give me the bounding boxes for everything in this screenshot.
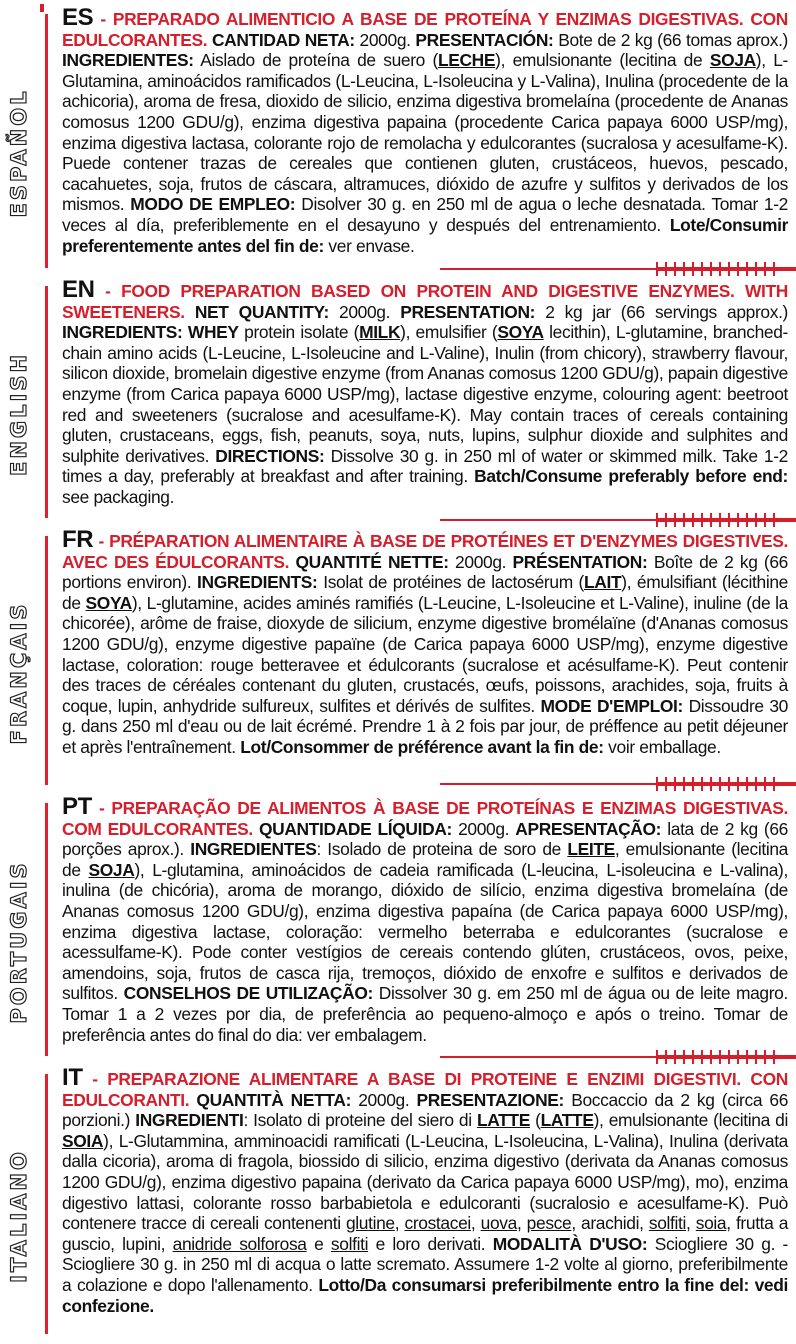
text-run: 2000g. [448, 551, 513, 572]
divider-tick [692, 1050, 694, 1064]
divider-tick [683, 513, 685, 527]
divider-tick [764, 1050, 766, 1064]
text-run: Boccaccio da 2 kg (circa 66 porzioni.) [62, 1089, 789, 1131]
field-label: QUANTITÉ NETTE: [289, 551, 449, 572]
text-run: 2000g. [351, 1089, 417, 1110]
section-divider [656, 262, 796, 276]
language-code: IT [62, 1064, 83, 1091]
divider-tick [656, 262, 658, 276]
code-dash: - [93, 9, 113, 29]
field-label: Lote/Consumir preferentemente antes del fin de: [62, 214, 788, 256]
text-run: , [470, 1213, 481, 1234]
divider-bar [656, 267, 796, 271]
text-run: ), L-Glutamina, aminoácidos ramificados (L-Leucina, L-Isoleucina y L-Valina), Inulina (procedente de la achicoria), aroma de fresa, dioxido de silicio, enzima digestiva bromelaína (procedente de Ananas comosus 1200 GDU/g), enzima digestiva papaina (procedente Carica papaya 6000 USP/mg), enzima digestiva lactasa, colorante rojo de remolacha y edulcorantes (sucralosa y acesulfame-K). Puede contener trazas de cereales que contienen gluten, crustáceos, huevos, pescado, cacahuetes, soja, frutos de cáscara, altramuces, dióxido de azufre y sulfitos y derivados de los mismos. [62, 50, 789, 215]
section-text [62, 276, 789, 508]
section-text [62, 1064, 789, 1316]
text-run: ), L-Glutammina, amminoacidi ramificati (L-Leucina, L-Isoleucina, L-Valina), Inulina (derivata dalla cicoria), aroma di fragola, biossido di silicio, enzima digestivo (derivata da Ananas comosus 1200 GDU/g), enzima digestivo papaina (derivato da Carica papaya 6000 USP/mg), mo), enzima digestivo lattasi, colorante rosso barbabietola e edulcoranti (sucralosio e acesulfame-K). Può contenere tracce di cereali contenenti [62, 1130, 788, 1234]
divider-tick [710, 777, 712, 791]
section-divider [656, 777, 796, 791]
divider-tick [755, 513, 757, 527]
text-run: e loro derivati. [368, 1233, 493, 1254]
text-run: ), émulsifiant (lécithine de [62, 572, 788, 613]
divider-tick [701, 262, 703, 276]
text-run: : Isolato di proteine del siero di [243, 1110, 477, 1131]
text-run: ( [529, 1110, 541, 1131]
divider-tick [665, 262, 667, 276]
divider-tick [764, 262, 766, 276]
divider-tick [755, 262, 757, 276]
divider-tick [683, 1050, 685, 1064]
sidebar-line [45, 803, 48, 1056]
field-label: Lotto/Da consumarsi preferibilmente entro la fine del: vedi confezione. [62, 1274, 788, 1316]
divider-tick [737, 513, 739, 527]
text-run: : Isolado de proteina de soro de [316, 839, 568, 860]
top-accent-line [40, 4, 44, 12]
divider-tick [755, 1050, 757, 1064]
divider-bar [656, 1055, 796, 1059]
divider-tick [764, 513, 766, 527]
field-label: MODE D'EMPLOI: [540, 695, 683, 716]
divider-tick [746, 513, 748, 527]
divider-tick [692, 777, 694, 791]
text-run: Disolver 30 g. en 250 ml de agua o leche desnatada. Tomar 1-2 veces al día, preferiblemente en el desayuno y después del entrenamiento. [62, 194, 788, 235]
text-run: Isolat de protéines de lactosérum ( [317, 572, 584, 593]
text-run: Dissolve 30 g. in 250 ml of water or skimmed milk. Take 1-2 times a day, preferably at breakfast and after training. [62, 445, 788, 487]
section-title: PREPARADO ALIMENTICIO A BASE DE PROTEÍNA Y ENZIMAS DIGESTIVAS. CON EDULCORANTES. [62, 9, 789, 50]
field-label: DIRECTIONS: [215, 445, 325, 466]
language-name: PORTUGAIS [7, 859, 31, 1024]
sidebar-line [45, 14, 48, 268]
language-sidebar [0, 797, 56, 1066]
text-run: Aislado de proteína de suero ( [193, 50, 438, 71]
allergen-underlined: uova [480, 1213, 517, 1234]
text-run: lecithin), L-glutamine, branched-chain amino acids (L-Leucine, L-Isoleucine and L-Valine), Inulin (from chicory), strawberry flavour, silicon dioxide, bromelain digestive enzyme (from Ananas comosus 1200 GDU/g), papain digestive enzyme (from Carica papaya 6000 USP/mg), lactase digestive enzyme, colouring agent: beetroot red and sweeteners (sucralose and acesulfame-K). May contain traces of cereals containing gluten, crustaceans, eggs, fish, peanuts, soya, nuts, lupins, sulphur dioxide and sulphites and sulphite derivatives. [62, 322, 788, 466]
divider-tick [746, 777, 748, 791]
allergen: SOYA [85, 592, 132, 613]
allergen-underlined: soia [695, 1213, 727, 1234]
text-run: , emulsionante (lecitina de [62, 839, 789, 880]
text-run: protein isolate ( [238, 322, 360, 343]
divider-tick [656, 513, 658, 527]
field-label: INGREDIENTS: WHEY [62, 322, 239, 343]
divider-tick [728, 777, 730, 791]
language-sidebar [0, 1068, 56, 1344]
field-label: INGREDIENTES [190, 839, 317, 860]
language-sidebar [0, 530, 56, 795]
allergen-underlined: solfiti [648, 1213, 687, 1234]
text-run: , [686, 1213, 696, 1234]
field-label: CONSELHOS DE UTILIZAÇÃO: [123, 983, 373, 1004]
field-label: INGREDIENTS: [197, 572, 318, 593]
text-run: Dissoudre 30 g. dans 250 ml d'eau ou de lait écrémé. Prendre 1 à 2 fois par jour, de préffence au petit déjeuner et après l'entraînement. [62, 695, 788, 757]
code-dash: - [94, 281, 122, 301]
divider-tick [656, 1050, 658, 1064]
language-name: ENGLISH [7, 351, 31, 477]
text-run: voir emballage. [603, 736, 721, 757]
divider-tick [683, 262, 685, 276]
field-label: QUANTITÀ NETTA: [189, 1089, 352, 1110]
divider-tick [728, 1050, 730, 1064]
section-es [0, 4, 796, 278]
text-run: ), emulsifier ( [400, 322, 498, 343]
divider-bar [656, 782, 796, 786]
allergen: LECHE [437, 50, 496, 71]
text-run: lata de 2 kg (66 porções aprox.). [62, 818, 788, 860]
section-title: PREPARAÇÃO DE ALIMENTOS À BASE DE PROTEÍNAS E ENZIMAS DIGESTIVAS. COM EDULCORANTES. [62, 798, 788, 839]
field-label: CANTIDAD NETA: [207, 29, 355, 50]
section-title: PREPARAZIONE ALIMENTARE A BASE DI PROTEINE E ENZIMI DIGESTIVI. CON EDULCORANTI. [62, 1069, 789, 1110]
divider-tick [773, 262, 775, 276]
text-run: ver envase. [323, 235, 415, 256]
divider-tick [692, 262, 694, 276]
divider-tick [710, 513, 712, 527]
field-label: PRESENTACIÓN: [415, 29, 554, 50]
divider-tick [701, 513, 703, 527]
text-run: Bote de 2 kg (66 tomas aprox.) [553, 29, 789, 50]
language-name: FRANÇAIS [7, 601, 31, 744]
text-run: ), L-glutamina, aminoácidos de cadeia ramificada (L-leucina, L-isoleucina e L-valina), inulina (de chicória), aroma de morango, dióxido de silício, enzima digestiva bromelaína (de Ananas comosus 1200 GDU/g), enzima digestiva papaína (de Carica papaya 6000 USP/mg), enzima digestiva lactase, coloração: vermelho beterraba e edulcorantes (sucralose e acessulfame-K). Pode conter vestígios de cereais contendo glúten, crustáceos, ovos, peixe, amendoins, soja, frutos de casca rija, tremoços, dióxido de enxofre e sulfitos e derivados de sulfitos. [62, 859, 788, 1004]
divider-tick [773, 513, 775, 527]
language-name: ITALIANO [7, 1149, 31, 1283]
divider-tick [674, 262, 676, 276]
divider-tick [737, 1050, 739, 1064]
language-sidebar [0, 280, 56, 528]
allergen-underlined: solfiti [330, 1233, 369, 1254]
code-dash: - [82, 1069, 108, 1089]
divider-tick [746, 1050, 748, 1064]
divider-tick [692, 513, 694, 527]
allergen: SOJA [88, 859, 135, 880]
text-run: 2000g. [328, 301, 401, 322]
divider-tick [737, 777, 739, 791]
divider-tick [728, 262, 730, 276]
language-code: FR [62, 526, 94, 553]
section-title: PRÉPARATION ALIMENTAIRE À BASE DE PROTÉINES ET D'ENZYMES DIGESTIVES. AVEC DES ÉDULCORANTS. [62, 531, 788, 572]
field-label: NET QUANTITY: [184, 301, 329, 322]
section-pt [0, 793, 796, 1066]
code-dash: - [93, 531, 110, 551]
divider-tick [665, 1050, 667, 1064]
field-label: Batch/Consume preferably before end: [474, 466, 788, 487]
allergen: LATTE [540, 1110, 594, 1131]
section-fr [0, 526, 796, 795]
allergen-underlined: crostacei [404, 1213, 471, 1234]
section-divider [656, 513, 796, 527]
divider-bar [656, 518, 796, 522]
text-run: see packaging. [62, 486, 175, 507]
text-run: , [516, 1213, 527, 1234]
divider-line [440, 1056, 656, 1058]
divider-tick [719, 513, 721, 527]
allergen: SOJA [709, 50, 756, 71]
field-label: PRÉSENTATION: [512, 551, 648, 572]
text-run: e [306, 1233, 331, 1254]
field-label: APRESENTAÇÃO: [515, 818, 662, 839]
sidebar-line [45, 286, 48, 518]
divider-line [440, 783, 656, 785]
allergen-underlined: pesce [526, 1213, 572, 1234]
divider-tick [773, 1050, 775, 1064]
allergen: LEITE [567, 839, 615, 860]
divider-tick [674, 513, 676, 527]
language-code: ES [62, 4, 94, 31]
section-text [62, 793, 789, 1045]
divider-tick [665, 777, 667, 791]
field-label: Lot/Consommer de préférence avant la fin de: [240, 736, 604, 757]
allergen-underlined: glutine [345, 1213, 395, 1234]
section-text [62, 526, 788, 758]
language-name: ESPAÑOL [7, 88, 31, 218]
text-run: Sciogliere 30 g. - Sciogliere 30 g. in 250 ml di acqua o latte scremato. Assumere 1-2 volte al giorno, preferibilmente a colazione e dopo l'allenamento. [62, 1233, 788, 1295]
divider-tick [764, 777, 766, 791]
divider-tick [719, 262, 721, 276]
text-run: ), L-glutamine, acides aminés ramifiés (L-Leucine, L-Isoleucine et L-Valine), inuline (de la chicorée), arôme de fraise, dioxyde de silicium, enzyme digestive bromélaïne (d'Ananas comosus 1200 GDU/g), enzyme digestive papaïne (de Carica papaya 6000 USP/mg), enzyme digestive lactase, coloration: rouge betteravee et édulcorants (sucralose et acésulfame-K). Peut contenir des traces de céréales contenant du gluten, crustacés, œufs, poissons, arachides, soja, fruits à coque, lupin, anhydride sulfureux, sulfites et dérivés de sulfites. [62, 592, 788, 716]
divider-tick [656, 777, 658, 791]
divider-tick [665, 513, 667, 527]
divider-tick [710, 262, 712, 276]
sidebar-line [45, 1074, 48, 1334]
divider-tick [746, 262, 748, 276]
divider-tick [719, 777, 721, 791]
text-run: Boîte de 2 kg (66 portions environ). [62, 551, 788, 593]
allergen: MILK [359, 322, 401, 343]
text-run: 2 kg jar (66 servings approx.) [535, 301, 788, 322]
text-run: 2000g. [451, 818, 516, 839]
section-en [0, 276, 796, 528]
divider-tick [755, 777, 757, 791]
divider-tick [701, 777, 703, 791]
field-label: INGREDIENTES: [62, 50, 194, 71]
allergen: LATTE [476, 1110, 530, 1131]
section-text [62, 4, 789, 256]
field-label: INGREDIENTI [135, 1110, 244, 1131]
field-label: PRESENTATION: [400, 301, 536, 322]
divider-tick [674, 1050, 676, 1064]
section-title: FOOD PREPARATION BASED ON PROTEIN AND DIGESTIVE ENZYMES. WITH SWEETENERS. [62, 281, 789, 322]
divider-tick [674, 777, 676, 791]
divider-tick [710, 1050, 712, 1064]
allergen: SOYA [497, 322, 544, 343]
divider-line [440, 268, 656, 270]
text-run: ), emulsionante (lecitina di [593, 1110, 788, 1131]
allergen-underlined: anidride solforosa [172, 1233, 307, 1254]
field-label: MODALITÀ D'USO: [492, 1233, 648, 1254]
divider-tick [737, 262, 739, 276]
text-run: Dissolver 30 g. em 250 ml de água ou de leite magro. Tomar 1 a 2 vezes por dia, de preferência ao pequeno-almoço e após o treino. Tomar de preferência antes do final do dia: ver embalagem. [62, 983, 788, 1045]
text-run: , arachidi, [571, 1213, 649, 1234]
divider-tick [719, 1050, 721, 1064]
divider-tick [773, 777, 775, 791]
section-it [0, 1064, 796, 1344]
field-label: PRESENTAZIONE: [416, 1089, 564, 1110]
divider-tick [683, 777, 685, 791]
language-code: EN [62, 276, 95, 303]
field-label: QUANTIDADE LÍQUIDA: [252, 818, 452, 839]
allergen: SOIA [62, 1130, 104, 1151]
language-sidebar [0, 8, 56, 278]
text-run: 2000g. [354, 29, 416, 50]
language-code: PT [62, 793, 92, 820]
code-dash: - [91, 798, 112, 818]
text-run: , [394, 1213, 405, 1234]
section-divider [656, 1050, 796, 1064]
text-run: , frutta a guscio, lupini, [62, 1213, 789, 1254]
divider-tick [728, 513, 730, 527]
text-run: ), emulsionante (lecitina de [495, 50, 710, 71]
allergen: LAIT [584, 572, 622, 593]
field-label: MODO DE EMPLEO: [130, 194, 296, 215]
divider-line [440, 519, 656, 521]
divider-tick [701, 1050, 703, 1064]
sidebar-line [45, 536, 48, 785]
